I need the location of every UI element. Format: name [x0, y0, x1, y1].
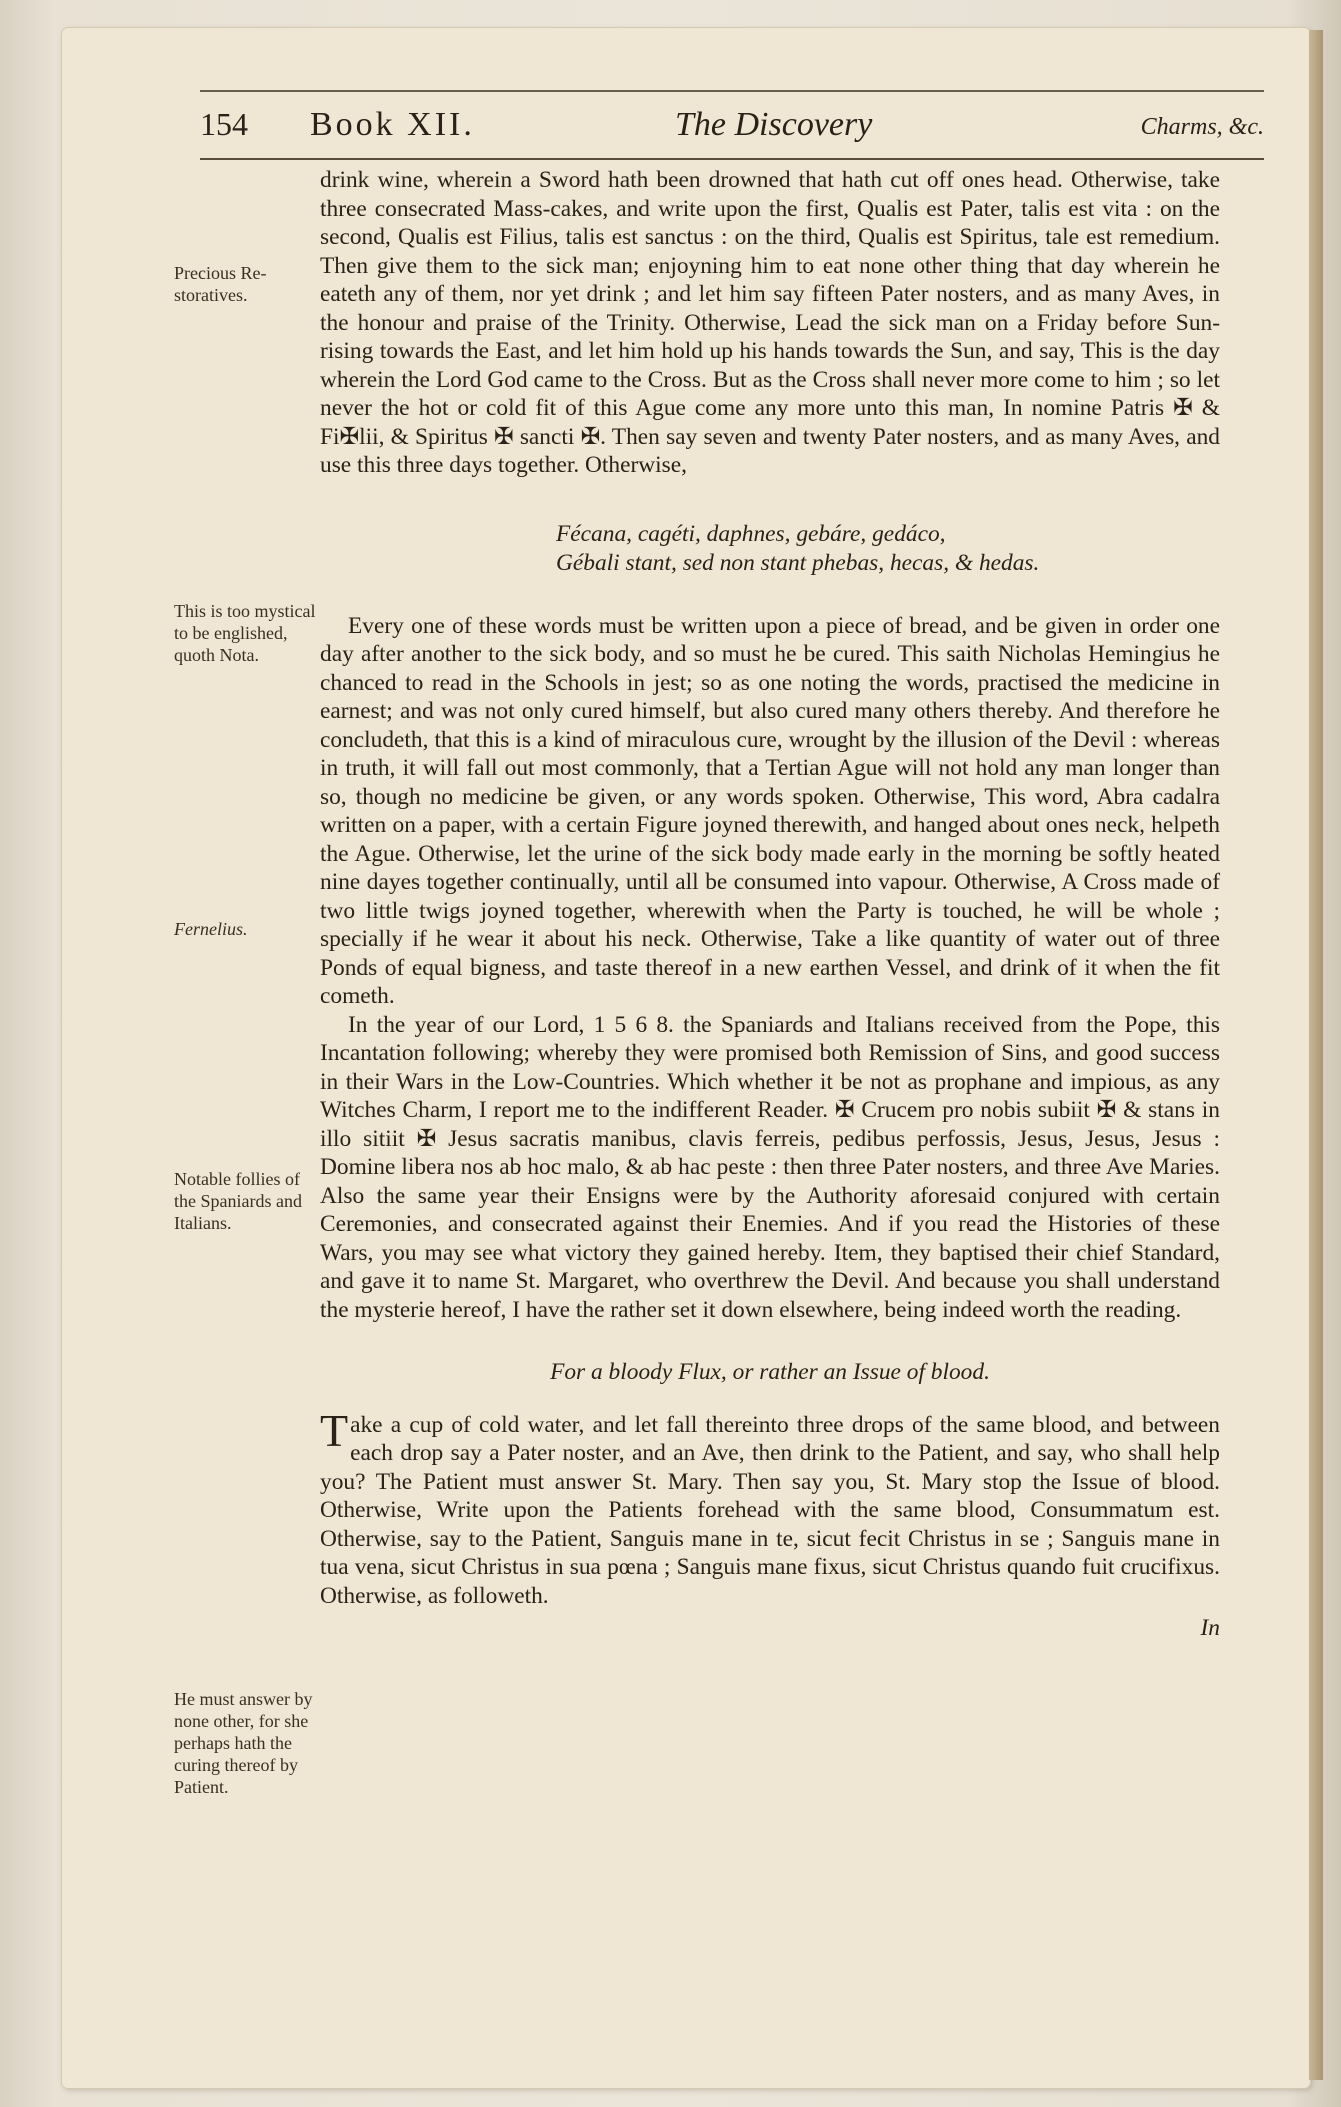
page-body [320, 166, 1220, 1643]
paragraph-3: In the year of our Lord, 1 5 6 8. the Spaniards and Italians received from the Pope, this Incantation following; whereby they were promised both Remission of Sins, and good success in their Wars in the Low-Countries. Which whether it be not as prophane and impious, as any Witches Charm, I report me to the indifferent Reader. ✠ Crucem pro nobis subiit ✠ & stans in illo sitiit ✠ Jesus sacratis manibus, clavis ferreis, pedibus perfossis, Jesus, Jesus, Jesus : Domine libera nos ab hoc malo, & ab hac peste : then three Pater nosters, and three Ave Maries. Also the same year their Ensigns were by the Authority aforesaid conjured with certain Ceremonies, and consecrated against their Enemies. And if you read the Histories of these Wars, you may see what victory they gained hereby. Item, they baptised their chief Standard, and gave it to name St. Margaret, who overthrew the Devil. And because you shall understand the mysterie hereof, I have the rather set it down elsewhere, being indeed worth the reading. [320, 1011, 1220, 1323]
running-title: The Discovery [675, 106, 873, 143]
page-number: 154 [200, 106, 248, 142]
running-header [200, 100, 1264, 150]
verse-line-1: Fécana, cagéti, daphnes, gebáre, gedáco, [556, 520, 946, 547]
margin-note-answer: He must answer by none other, for she perhaps hath the curing thereof by Patient. [174, 1689, 313, 1797]
margin-note-mystical: This is too mystical to be englished, quoth Nota. [174, 601, 316, 665]
verse-line-2: Gébali stant, sed non stant phebas, hecas, & hedas. [556, 549, 1040, 576]
paragraph-2: Every one of these words must be written upon a piece of bread, and be given in order one day after another to the sick body, and so must he be cured. This saith Nicholas Hemingius he chanced to read in the Schools in jest; so as one noting the words, practised the medicine in earnest; and was not only cured himself, but also cured many others thereby. And therefore he concludeth, that this is a kind of miraculous cure, wrought by the illusion of the Devil : whereas in truth, it will fall out most commonly, that a Tertian Ague will not hold any man longer than so, though no medicine be given, or any words spoken. Otherwise, This word, Abra cadalra written on a paper, with a certain Figure joyned therewith, and hanged about ones neck, helpeth the Ague. Otherwise, let the urine of the sick body made early in the morning be softly heated nine dayes together continually, until all be consumed into vapour. Otherwise, A Cross made of two little twigs joyned together, wherewith when the Party is touched, he will be whole ; specially if he wear it about his neck. Otherwise, Take a like quantity of water out of three Ponds of equal bigness, and taste thereof in a new earthen Vessel, and drink of it when the fit cometh. [320, 612, 1220, 1009]
book-number: Book XII. [310, 106, 475, 143]
margin-note-precious: Precious Re-storatives. [174, 263, 267, 305]
header-rule [200, 158, 1264, 160]
top-rule [200, 90, 1264, 92]
margin-note-fernelius: Fernelius. [174, 919, 248, 939]
margin-note-follies: Notable follies of the Spaniards and Italians. [174, 1169, 302, 1233]
charm-verse [556, 520, 1220, 578]
section-title: Charms, &c. [1140, 114, 1264, 140]
paragraph-4: Take a cup of cold water, and let fall thereinto three drops of the same blood, and between each drop say a Pater noster, and an Ave, then drink to the Patient, and say, who shall help you? The Patient must answer St. Mary. Then say you, St. Mary stop the Issue of blood. Otherwise, Write upon the Patients forehead with the same blood, Consummatum est. Otherwise, say to the Patient, Sanguis mane in te, sicut fecit Christus in se ; Sanguis mane in tua vena, sicut Christus in sua pœna ; Sanguis mane fixus, sicut Christus quando fuit crucifixus. Otherwise, as followeth. [320, 1404, 1220, 1609]
page-edge [1309, 30, 1323, 2080]
catchword: In [1200, 1615, 1220, 1641]
section-heading: For a bloody Flux, or rather an Issue of blood. [550, 1359, 990, 1385]
paragraph-1: drink wine, wherein a Sword hath been drowned that hath cut off ones head. Otherwise, take three consecrated Mass-cakes, and write upon the first, Qualis est Pater, talis est vita : on the second, Qualis est Filius, talis est sanctus : on the third, Qualis est Spiritus, tale est remedium. Then give them to the sick man; enjoyning him to eat none other thing that day wherein he eateth any of them, nor yet drink ; and let him say fifteen Pater nosters, and as many Aves, in the honour and praise of the Trinity. Otherwise, Lead the sick man on a Friday before Sun-rising towards the East, and let him hold up his hands towards the Sun, and say, This is the day wherein the Lord God came to the Cross. But as the Cross shall never more come to him ; so let never the hot or cold fit of this Ague come any more unto this man, In nomine Patris ✠ & Fi✠lii, & Spiritus ✠ sancti ✠. Then say seven and twenty Pater nosters, and as many Aves, and use this three days together. Otherwise, [320, 167, 1220, 478]
